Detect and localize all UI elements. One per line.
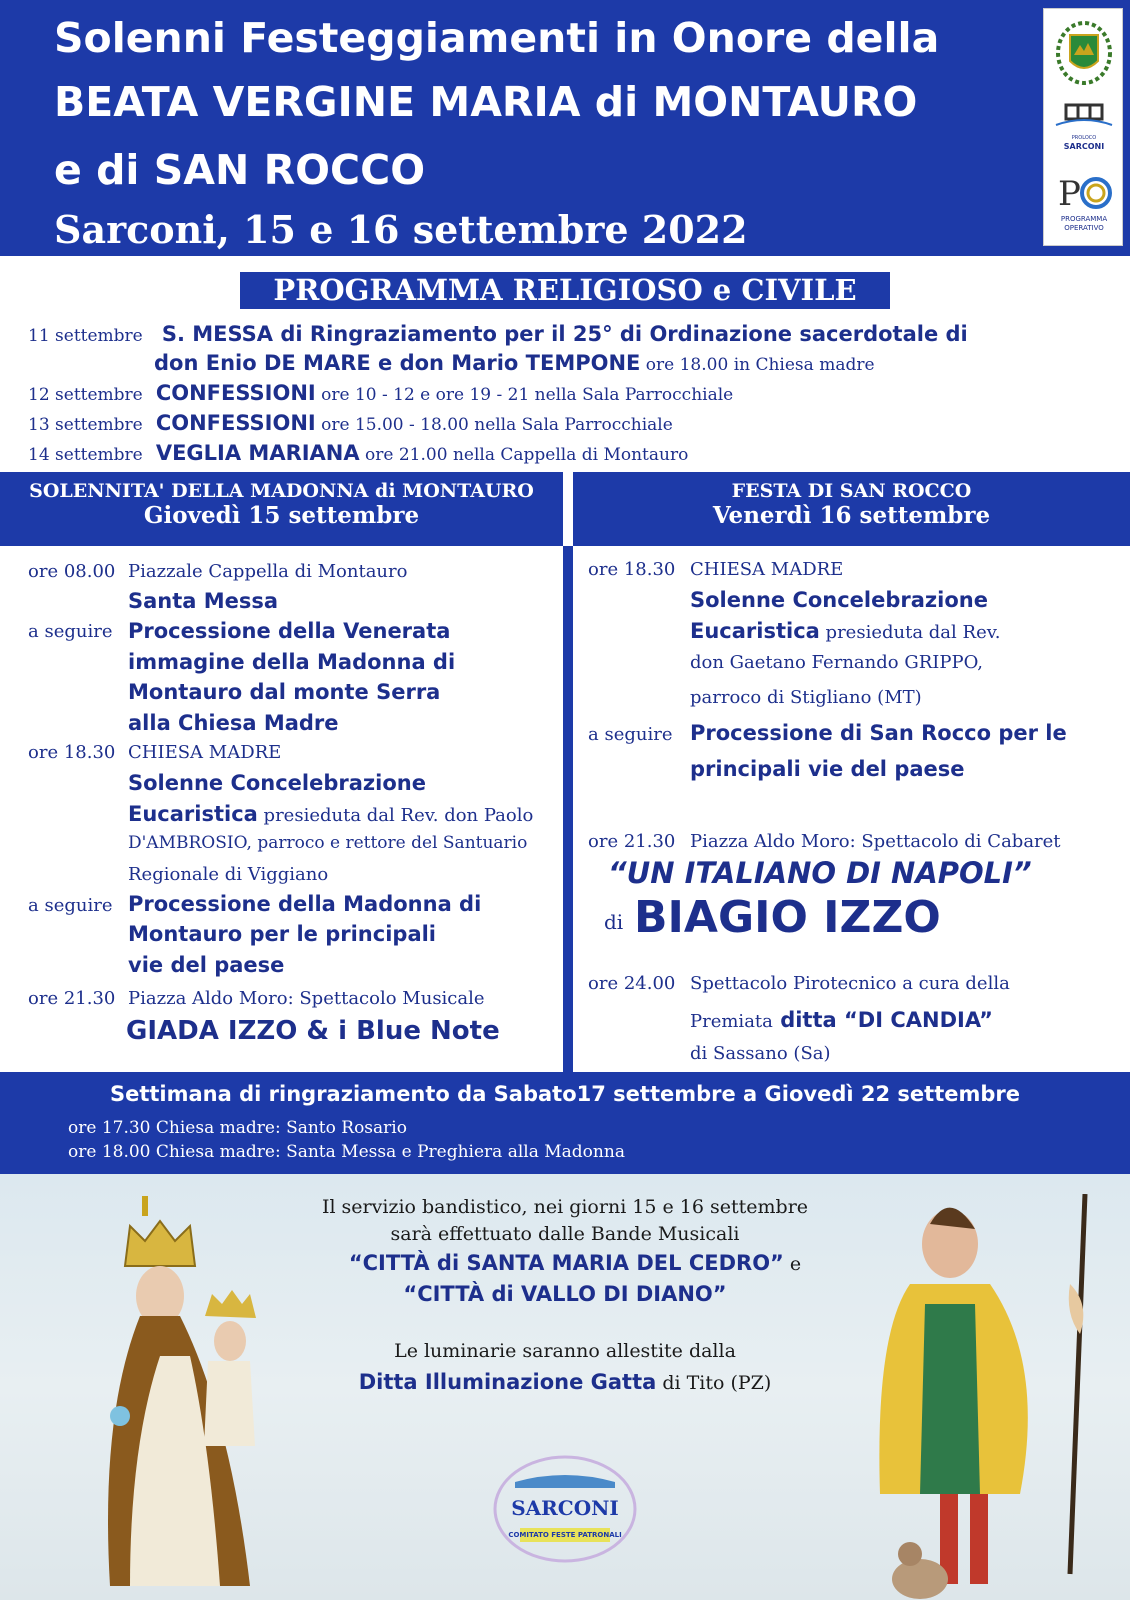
- right-event-3-show: “UN ITALIANO DI NAPOLI”: [608, 856, 1032, 890]
- right-event-1-line2: [690, 619, 1000, 643]
- header-line-1: Solenni Festeggiamenti in Onore della: [54, 14, 940, 62]
- san-rocco-statue-icon: [870, 1194, 1120, 1600]
- pre-event-note: ore 15.00 - 18.00 nella Sala Parrocchiale: [315, 415, 673, 435]
- pre-event-date: 11 settembre: [28, 326, 143, 346]
- right-event-1-line2-bold: Eucaristica: [690, 619, 820, 643]
- right-event-1-line4: parroco di Stigliano (MT): [690, 687, 922, 708]
- pre-event-title-cont: don Enio DE MARE e don Mario TEMPONE: [154, 351, 641, 375]
- luminarie-place: di Tito (PZ): [656, 1372, 772, 1394]
- pre-event-1-cont: [154, 351, 875, 375]
- right-event-4-line1: Spettacolo Pirotecnico a cura della: [690, 973, 1010, 994]
- luminarie-company: Ditta Illuminazione Gatta: [358, 1370, 657, 1394]
- right-event-4-line2-normal: Premiata: [690, 1011, 773, 1032]
- left-event-3-time: ore 18.30: [28, 742, 116, 763]
- bottom-line-5: Le luminarie saranno allestite dalla: [394, 1340, 736, 1362]
- week-band: [0, 1072, 1130, 1174]
- right-event-4-line3: di Sassano (Sa): [690, 1043, 831, 1064]
- proloco-caption-top: PROLOCO: [1071, 135, 1097, 141]
- comitato-logo-subtitle: COMITATO FESTE PATRONALI: [508, 1531, 622, 1539]
- left-event-1-time: ore 08.00: [28, 561, 116, 582]
- bottom-line-3: [250, 1251, 900, 1275]
- right-column-date: Venerdì 16 settembre: [712, 502, 991, 529]
- programma-operativo-logo-icon: [1052, 171, 1116, 241]
- svg-text:P: P: [1058, 174, 1081, 211]
- column-divider: [563, 546, 573, 1072]
- left-event-3-line2: [128, 802, 533, 826]
- band-1-conj: e: [783, 1253, 802, 1275]
- left-event-2-line3: Montauro dal monte Serra: [128, 680, 441, 704]
- right-event-1-line2-normal: presieduta dal Rev.: [819, 622, 1001, 643]
- comune-crest-icon: [1052, 17, 1116, 87]
- right-event-2-line2: principali vie del paese: [690, 757, 965, 781]
- right-event-2-line1: Processione di San Rocco per le: [690, 721, 1067, 745]
- proloco-logo-icon: [1052, 101, 1116, 161]
- right-event-3-time: ore 21.30: [588, 831, 676, 852]
- band-2-name: “CITTÀ di VALLO DI DIANO”: [403, 1282, 727, 1306]
- left-event-2-line2: immagine della Madonna di: [128, 650, 456, 674]
- bottom-line-2: sarà effettuato dalle Bande Musicali: [390, 1223, 740, 1245]
- comitato-logo-title: SARCONI: [511, 1496, 619, 1520]
- right-event-3-artist: BIAGIO IZZO: [634, 892, 941, 943]
- left-event-2-line1: Processione della Venerata: [128, 619, 451, 643]
- header-line-3: e di SAN ROCCO: [54, 146, 426, 194]
- left-column-title: SOLENNITA' DELLA MADONNA di MONTAURO: [29, 480, 534, 502]
- right-event-3-di: di: [604, 910, 624, 934]
- left-column-header: [0, 472, 563, 546]
- po-caption-1: PROGRAMMA: [1060, 215, 1108, 223]
- left-event-3-line1: Solenne Concelebrazione: [128, 771, 426, 795]
- left-event-4-time: a seguire: [28, 895, 113, 916]
- pre-event-date: 13 settembre: [28, 415, 143, 435]
- right-column-header: [573, 472, 1130, 546]
- pre-event-title: S. MESSA di Ringraziamento per il 25° di Ordinazione sacerdotale di: [161, 322, 968, 346]
- proloco-caption: SARCONI: [1063, 142, 1105, 151]
- left-event-4-line1: Processione della Madonna di: [128, 892, 482, 916]
- left-event-3-line3: D'AMBROSIO, parroco e rettore del Santuario: [128, 833, 528, 853]
- right-event-1-line1: Solenne Concelebrazione: [690, 588, 988, 612]
- pre-event-note: ore 10 - 12 e ore 19 - 21 nella Sala Parrocchiale: [315, 385, 734, 405]
- pre-event-title: VEGLIA MARIANA: [155, 441, 360, 465]
- header-line-2: BEATA VERGINE MARIA di MONTAURO: [54, 78, 918, 126]
- left-event-3-line4: Regionale di Viggiano: [128, 864, 329, 885]
- left-event-5-time: ore 21.30: [28, 988, 116, 1009]
- left-event-5-place: Piazza Aldo Moro: Spettacolo Musicale: [128, 988, 485, 1009]
- left-event-3-line2-normal: presieduta dal Rev. don Paolo: [257, 805, 534, 826]
- right-event-1-place: CHIESA MADRE: [690, 559, 844, 580]
- bottom-line-6: [230, 1370, 900, 1394]
- pre-event-title: CONFESSIONI: [155, 411, 316, 435]
- right-event-4-time: ore 24.00: [588, 973, 676, 994]
- left-event-3-line2-bold: Eucaristica: [128, 802, 258, 826]
- header-date: Sarconi, 15 e 16 settembre 2022: [54, 207, 748, 252]
- right-event-1-line3: don Gaetano Fernando GRIPPO,: [690, 652, 984, 673]
- po-caption-2: OPERATIVO: [1064, 224, 1104, 232]
- pre-event-note: ore 18.00 in Chiesa madre: [640, 355, 875, 375]
- pre-event-note: ore 21.00 nella Cappella di Montauro: [359, 445, 689, 465]
- week-title: Settimana di ringraziamento da Sabato17 settembre a Giovedì 22 settembre: [109, 1082, 1020, 1106]
- left-event-1-place: Piazzale Cappella di Montauro: [128, 561, 408, 582]
- week-line-2: ore 18.00 Chiesa madre: Santa Messa e Preghiera alla Madonna: [68, 1142, 625, 1162]
- week-line-1: ore 17.30 Chiesa madre: Santo Rosario: [68, 1118, 407, 1138]
- left-event-4-line2: Montauro per le principali: [128, 922, 437, 946]
- right-column-title: FESTA DI SAN ROCCO: [731, 480, 972, 502]
- pre-event-4: [28, 441, 688, 465]
- left-event-2-time: a seguire: [28, 621, 113, 642]
- right-event-2-time: a seguire: [588, 724, 673, 745]
- header-banner: [0, 0, 1130, 256]
- comitato-logo: [490, 1454, 640, 1564]
- pre-event-date: 12 settembre: [28, 385, 143, 405]
- logo-panel: [1043, 8, 1123, 246]
- right-event-1-time: ore 18.30: [588, 559, 676, 580]
- left-event-5-title: GIADA IZZO & i Blue Note: [126, 1016, 500, 1046]
- left-event-2-line4: alla Chiesa Madre: [128, 711, 339, 735]
- left-event-1-title: Santa Messa: [128, 589, 279, 613]
- pre-event-2: [28, 381, 733, 405]
- left-event-3-place: CHIESA MADRE: [128, 742, 282, 763]
- left-column-date: Giovedì 15 settembre: [143, 502, 420, 529]
- pre-event-1: [28, 322, 968, 346]
- bottom-line-1: Il servizio bandistico, nei giorni 15 e 16 settembre: [321, 1196, 809, 1218]
- programma-title: PROGRAMMA RELIGIOSO e CIVILE: [240, 272, 890, 309]
- pre-event-date: 14 settembre: [28, 445, 143, 465]
- right-event-3-place: Piazza Aldo Moro: Spettacolo di Cabaret: [690, 831, 1061, 852]
- left-event-4-line3: vie del paese: [128, 953, 285, 977]
- right-event-4-line2: [690, 1008, 993, 1032]
- pre-event-title: CONFESSIONI: [155, 381, 316, 405]
- band-1-name: “CITTÀ di SANTA MARIA DEL CEDRO”: [348, 1251, 784, 1275]
- pre-event-3: [28, 411, 673, 435]
- right-event-4-line2-bold: ditta “DI CANDIA”: [772, 1008, 993, 1032]
